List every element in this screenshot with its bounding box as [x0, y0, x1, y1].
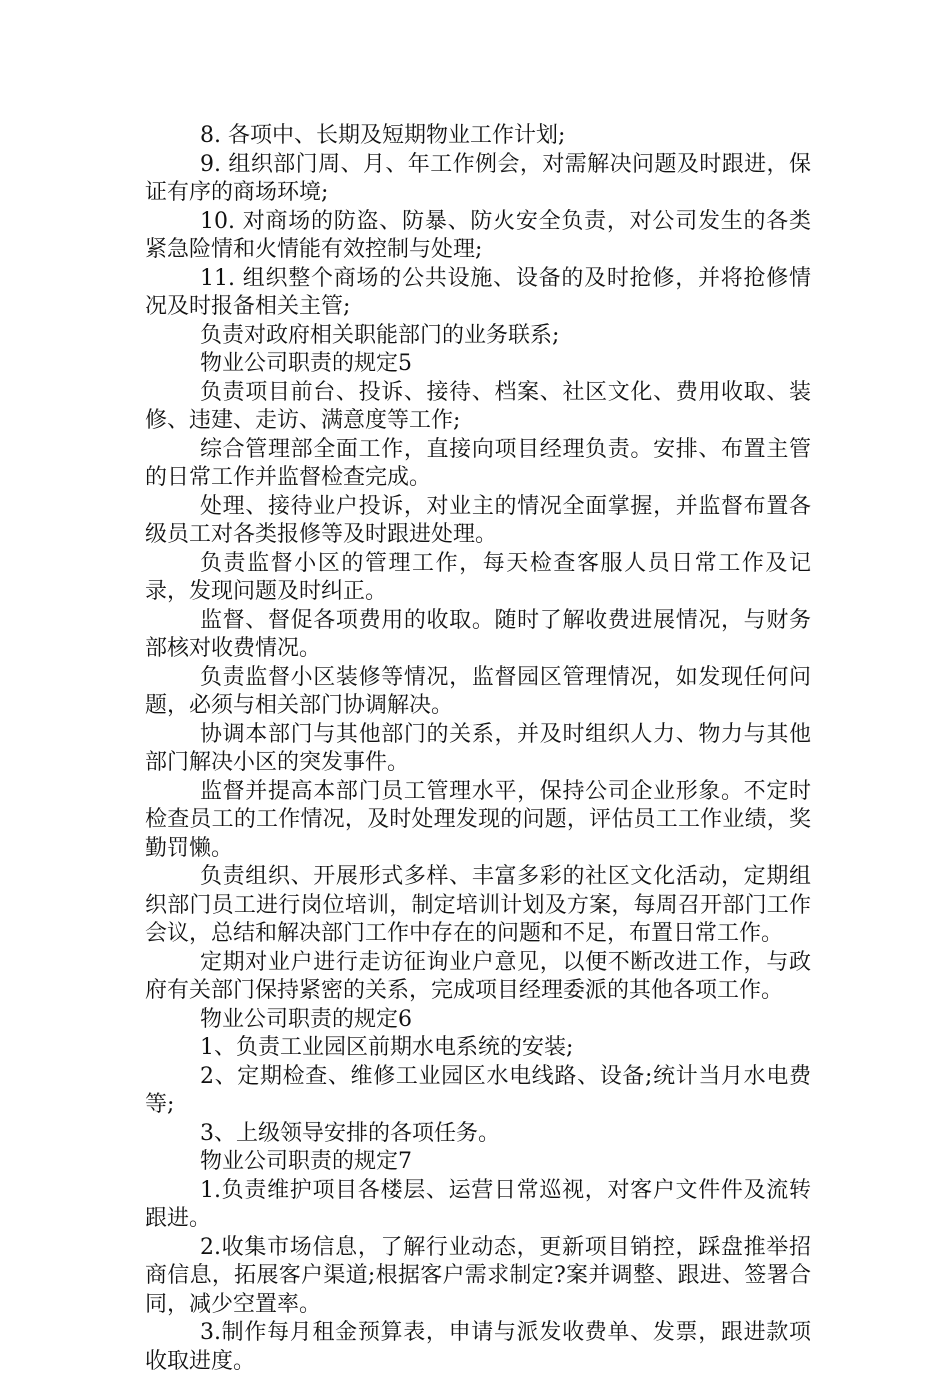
list-item: 8. 各项中、长期及短期物业工作计划;: [200, 123, 566, 148]
paragraph: 协调本部门与其他部门的关系，并及时组织人力、物力与其他部门解决小区的突发事件。: [145, 721, 811, 775]
paragraph: 综合管理部全面工作，直接向项目经理负责。安排、布置主管的日常工作并监督检查完成。: [145, 436, 811, 490]
list-item: 3、上级领导安排的各项任务。: [200, 1120, 500, 1146]
paragraph: 负责组织、开展形式多样、丰富多彩的社区文化活动，定期组织部门员工进行岗位培训，制定培训计划及方案，每周召开部门工作会议，总结和解决部门工作中存在的问题和不足，布置日常工作。: [145, 864, 811, 946]
section-heading: 物业公司职责的规定6: [200, 1006, 412, 1032]
paragraph: 处理、接待业户投诉，对业主的情况全面掌握，并监督布置各级员工对各类报修等及时跟进处理。: [145, 493, 811, 547]
document-body: [145, 122, 811, 1376]
paragraph: 负责对政府相关职能部门的业务联系;: [200, 322, 560, 348]
list-item: 9. 组织部门周、月、年工作例会，对需解决问题及时跟进，保证有序的商场环境;: [145, 151, 811, 205]
paragraph: 负责项目前台、投诉、接待、档案、社区文化、费用收取、装修、违建、走访、满意度等工作;: [145, 379, 811, 433]
section-heading: 物业公司职责的规定5: [200, 351, 412, 376]
paragraph: 定期对业户进行走访征询业户意见，以便不断改进工作，与政府有关部门保持紧密的关系，完成项目经理委派的其他各项工作。: [145, 949, 811, 1003]
section-heading: 物业公司职责的规定7: [200, 1149, 412, 1174]
list-item: 11. 组织整个商场的公共设施、设备的及时抢修，并将抢修情况及时报备相关主管;: [145, 265, 811, 319]
paragraph: 负责监督小区装修等情况，监督园区管理情况，如发现任何问题，必须与相关部门协调解决。: [145, 664, 811, 718]
list-item: 2.收集市场信息，了解行业动态，更新项目销控，踩盘推举招商信息，拓展客户渠道;根据客户需求制定?案并调整、跟进、签署合同，减少空置率。: [145, 1234, 811, 1317]
paragraph: 负责监督小区的管理工作，每天检查客服人员日常工作及记录，发现问题及时纠正。: [145, 550, 811, 604]
list-item: 1.负责维护项目各楼层、运营日常巡视，对客户文件件及流转跟进。: [145, 1177, 811, 1231]
list-item: 1、负责工业园区前期水电系统的安装;: [200, 1035, 574, 1060]
paragraph: 监督并提高本部门员工管理水平，保持公司企业形象。不定时检查员工的工作情况，及时处理发现的问题，评估员工工作业绩，奖勤罚懒。: [145, 778, 811, 861]
list-item: 10. 对商场的防盗、防暴、防火安全负责，对公司发生的各类紧急险情和火情能有效控制与处理;: [145, 208, 811, 262]
list-item: 2、定期检查、维修工业园区水电线路、设备;统计当月水电费等;: [145, 1063, 811, 1117]
paragraph: 监督、督促各项费用的收取。随时了解收费进展情况，与财务部核对收费情况。: [145, 607, 811, 661]
list-item: 3.制作每月租金预算表，申请与派发收费单、发票，跟进款项收取进度。: [145, 1320, 811, 1374]
